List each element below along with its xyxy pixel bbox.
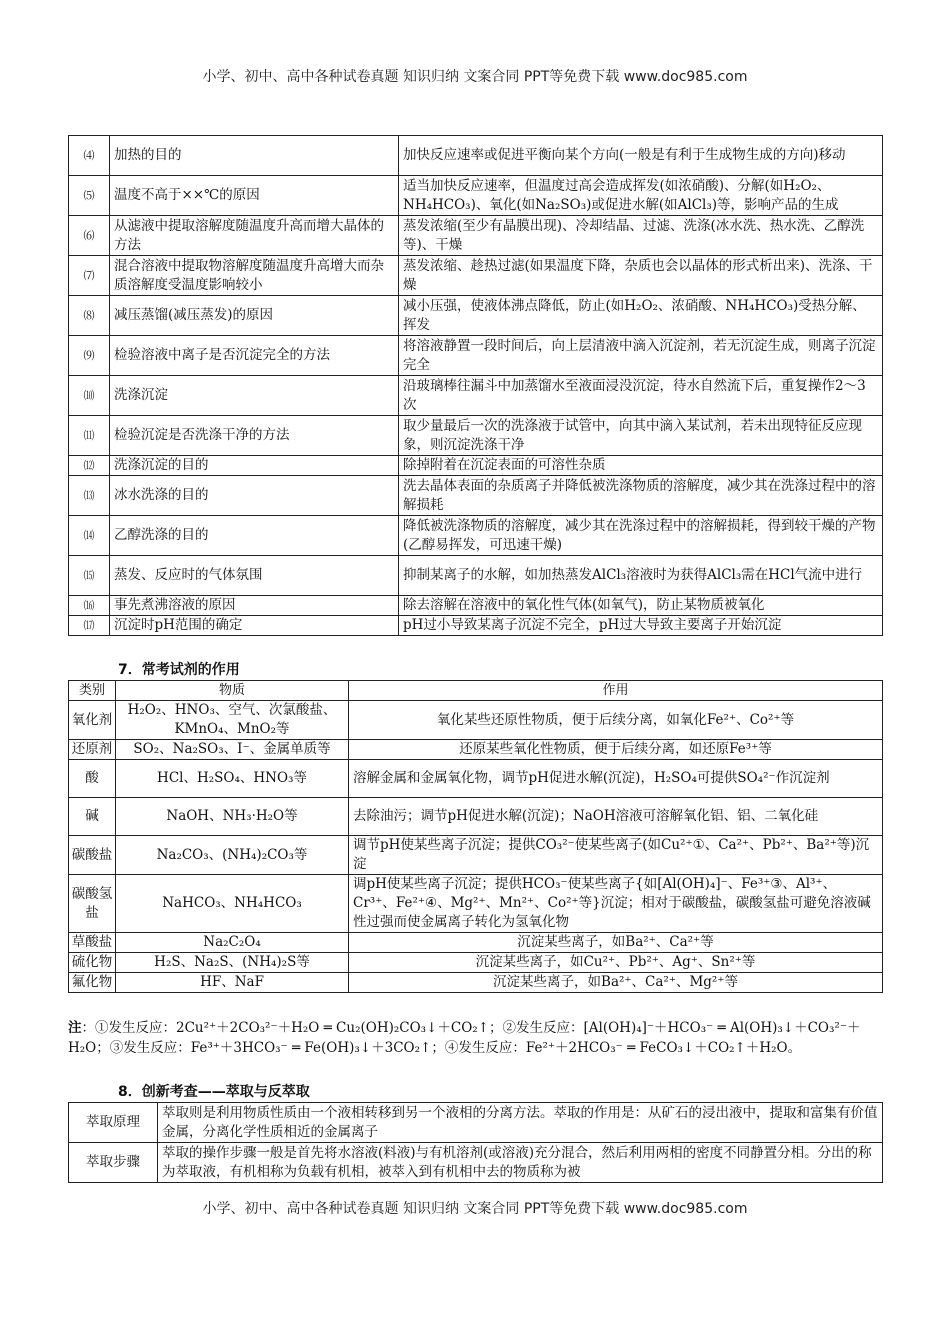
- row-question: 洗涤沉淀: [110, 376, 399, 416]
- table-row: [69, 953, 883, 973]
- reagent-function: 氧化某些还原性物质，便于后续分离，如氧化Fe²⁺、Co²⁺等: [349, 701, 883, 740]
- row-answer: 蒸发浓缩(至少有晶膜出现)、冷却结晶、过滤、洗涤(冰水洗、热水洗、乙醇洗等)、干燥: [399, 216, 883, 256]
- row-answer: 蒸发浓缩、趁热过滤(如果温度下降，杂质也会以晶体的形式析出来)、洗涤、干燥: [399, 256, 883, 296]
- reagent-function: 沉淀某些离子，如Ba²⁺、Ca²⁺等: [349, 933, 883, 953]
- reagent-table: [68, 680, 883, 993]
- reagent-substance: NaOH、NH₃·H₂O等: [116, 798, 349, 836]
- extraction-label: 萃取步骤: [69, 1143, 158, 1183]
- row-question: 蒸发、反应时的气体氛围: [110, 556, 399, 596]
- table-row: [69, 336, 883, 376]
- reagent-category: 还原剂: [69, 740, 116, 760]
- header-substance: 物质: [116, 681, 349, 701]
- reagent-category: 氟化物: [69, 973, 116, 993]
- reagent-substance: H₂S、Na₂S、(NH₄)₂S等: [116, 953, 349, 973]
- reagent-category: 碳酸氢盐: [69, 875, 116, 933]
- row-number: ⑺: [69, 256, 110, 296]
- row-answer: 抑制某离子的水解，如加热蒸发AlCl₃溶液时为获得AlCl₃需在HCl气流中进行: [399, 556, 883, 596]
- row-answer: 沿玻璃棒往漏斗中加蒸馏水至液面浸没沉淀，待水自然流下后，重复操作2～3次: [399, 376, 883, 416]
- row-question: 洗涤沉淀的目的: [110, 456, 399, 476]
- row-question: 事先煮沸溶液的原因: [110, 596, 399, 616]
- row-answer: 除去溶解在溶液中的氧化性气体(如氧气)，防止某物质被氧化: [399, 596, 883, 616]
- reagent-substance: H₂O₂、HNO₃、空气、次氯酸盐、KMnO₄、MnO₂等: [116, 701, 349, 740]
- table-row: [69, 416, 883, 456]
- row-question: 温度不高于××℃的原因: [110, 176, 399, 216]
- table-row: [69, 875, 883, 933]
- table-row: [69, 1103, 883, 1143]
- extraction-text: 萃取的操作步骤一般是首先将水溶液(料液)与有机溶剂(或溶液)充分混合，然后利用两相的密度不同静置分相。分出的称为萃取液，有机相称为负载有机相，被萃入到有机相中去的物质称为被: [158, 1143, 883, 1183]
- reagent-substance: HCl、H₂SO₄、HNO₃等: [116, 760, 349, 798]
- row-question: 乙醇洗涤的目的: [110, 516, 399, 556]
- row-number: ⑻: [69, 296, 110, 336]
- row-answer: 取少量最后一次的洗涤液于试管中，向其中滴入某试剂，若未出现特征反应现象，则沉淀洗涤干净: [399, 416, 883, 456]
- row-question: 混合溶液中提取物溶解度随温度升高增大而杂质溶解度受温度影响较小: [110, 256, 399, 296]
- reagent-substance: SO₂、Na₂SO₃、I⁻、金属单质等: [116, 740, 349, 760]
- row-number: ⑸: [69, 176, 110, 216]
- row-number: ⑹: [69, 216, 110, 256]
- row-number: ⒀: [69, 476, 110, 516]
- page-header: 小学、初中、高中各种试卷真题 知识归纳 文案合同 PPT等免费下载 www.doc985.com: [202, 69, 748, 85]
- reagent-category: 草酸盐: [69, 933, 116, 953]
- table-row: [69, 1143, 883, 1183]
- table-row: [69, 376, 883, 416]
- reagent-function: 沉淀某些离子，如Cu²⁺、Pb²⁺、Ag⁺、Sn²⁺等: [349, 953, 883, 973]
- reagent-function: 去除油污；调节pH促进水解(沉淀)；NaOH溶液可溶解氧化铝、铝、二氧化硅: [349, 798, 883, 836]
- row-question: 检验溶液中离子是否沉淀完全的方法: [110, 336, 399, 376]
- row-question: 检验沉淀是否洗涤干净的方法: [110, 416, 399, 456]
- table-row: [69, 616, 883, 636]
- table-row: [69, 216, 883, 256]
- row-answer: 降低被洗涤物质的溶解度，减少其在洗涤过程中的溶解损耗，得到较干燥的产物(乙醇易挥发，可迅速干燥): [399, 516, 883, 556]
- row-number: ⒂: [69, 556, 110, 596]
- table-row: [69, 516, 883, 556]
- reagent-substance: Na₂C₂O₄: [116, 933, 349, 953]
- row-number: ⑼: [69, 336, 110, 376]
- row-number: ⒃: [69, 596, 110, 616]
- reagent-category: 碱: [69, 798, 116, 836]
- table-row: [69, 136, 883, 176]
- table-row: [69, 476, 883, 516]
- row-question: 加热的目的: [110, 136, 399, 176]
- row-number: ⒁: [69, 516, 110, 556]
- row-answer: 洗去晶体表面的杂质离子并降低被洗涤物质的溶解度，减少其在洗涤过程中的溶解损耗: [399, 476, 883, 516]
- reagent-function: 调pH使某些离子沉淀；提供HCO₃⁻使某些离子{如[Al(OH)₄]⁻、Fe³⁺③、Al³⁺、Cr³⁺、Fe²⁺④、Mg²⁺、Mn²⁺、Co²⁺等}沉淀；相对于碳酸盐，碳酸氢盐可避免溶液碱性过强而使金属离子转化为氢氧化物: [349, 875, 883, 933]
- row-number: ⒄: [69, 616, 110, 636]
- process-table: [68, 135, 883, 636]
- reagent-category: 碳酸盐: [69, 836, 116, 875]
- table-row: [69, 176, 883, 216]
- reagent-function: 溶解金属和金属氧化物，调节pH促进水解(沉淀)，H₂SO₄可提供SO₄²⁻作沉淀剂: [349, 760, 883, 798]
- page-footer: 小学、初中、高中各种试卷真题 知识归纳 文案合同 PPT等免费下载 www.doc985.com: [202, 1201, 748, 1217]
- extraction-text: 萃取则是利用物质性质由一个液相转移到另一个液相的分离方法。萃取的作用是：从矿石的浸出液中，提取和富集有价值金属，分离化学性质相近的金属离子: [158, 1103, 883, 1143]
- row-number: ⑾: [69, 416, 110, 456]
- table-row: [69, 256, 883, 296]
- extraction-label: 萃取原理: [69, 1103, 158, 1143]
- reagent-function: 调节pH使某些离子沉淀；提供CO₃²⁻使某些离子(如Cu²⁺①、Ca²⁺、Pb²⁺、Ba²⁺等)沉淀: [349, 836, 883, 875]
- table-row: [69, 296, 883, 336]
- row-question: 冰水洗涤的目的: [110, 476, 399, 516]
- row-number: ⑿: [69, 456, 110, 476]
- footnote: [68, 1018, 883, 1058]
- row-answer: 减小压强，使液体沸点降低，防止(如H₂O₂、浓硝酸、NH₄HCO₃)受热分解、挥发: [399, 296, 883, 336]
- row-question: 沉淀时pH范围的确定: [110, 616, 399, 636]
- reagent-substance: Na₂CO₃、(NH₄)₂CO₃等: [116, 836, 349, 875]
- reagent-table-header: [69, 681, 883, 701]
- table-row: [69, 973, 883, 993]
- row-answer: 加快反应速率或促进平衡向某个方向(一般是有利于生成物生成的方向)移动: [399, 136, 883, 176]
- table-row: [69, 456, 883, 476]
- reagent-category: 酸: [69, 760, 116, 798]
- reagent-function: 沉淀某些离子，如Ba²⁺、Ca²⁺、Mg²⁺等: [349, 973, 883, 993]
- row-answer: 除掉附着在沉淀表面的可溶性杂质: [399, 456, 883, 476]
- table-row: [69, 701, 883, 740]
- table-row: [69, 740, 883, 760]
- table-row: [69, 798, 883, 836]
- table-row: [69, 836, 883, 875]
- row-number: ⑷: [69, 136, 110, 176]
- header-function: 作用: [349, 681, 883, 701]
- extraction-table: [68, 1102, 883, 1183]
- row-answer: pH过小导致某离子沉淀不完全，pH过大导致主要离子开始沉淀: [399, 616, 883, 636]
- footnote-text: ：①发生反应：2Cu²⁺＋2CO₃²⁻＋H₂O ═ Cu₂(OH)₂CO₃↓＋CO₂↑；②发生反应：[Al(OH)₄]⁻＋HCO₃⁻ ═ Al(OH)₃↓＋CO₃²⁻＋H₂O；③发生反应：Fe³⁺＋3HCO₃⁻ ═ Fe(OH)₃↓＋3CO₂↑；④发生反应：Fe²⁺＋2HCO₃⁻ ═ FeCO₃↓＋CO₂↑＋H₂O。: [68, 1020, 861, 1056]
- row-answer: 适当加快反应速率，但温度过高会造成挥发(如浓硝酸)、分解(如H₂O₂、NH₄HCO₃)、氧化(如Na₂SO₃)或促进水解(如AlCl₃)等，影响产品的生成: [399, 176, 883, 216]
- reagent-function: 还原某些氧化性物质，便于后续分离，如还原Fe³⁺等: [349, 740, 883, 760]
- table-row: [69, 556, 883, 596]
- row-number: ⑽: [69, 376, 110, 416]
- reagent-category: 硫化物: [69, 953, 116, 973]
- reagent-substance: HF、NaF: [116, 973, 349, 993]
- row-answer: 将溶液静置一段时间后，向上层清液中滴入沉淀剂，若无沉淀生成，则离子沉淀完全: [399, 336, 883, 376]
- section-8-title: 8．创新考查——萃取与反萃取: [118, 1084, 310, 1100]
- table-row: [69, 760, 883, 798]
- reagent-category: 氧化剂: [69, 701, 116, 740]
- table-row: [69, 596, 883, 616]
- header-category: 类别: [69, 681, 116, 701]
- row-question: 从滤液中提取溶解度随温度升高而增大晶体的方法: [110, 216, 399, 256]
- reagent-substance: NaHCO₃、NH₄HCO₃: [116, 875, 349, 933]
- row-question: 减压蒸馏(减压蒸发)的原因: [110, 296, 399, 336]
- footnote-label: 注: [68, 1020, 82, 1036]
- section-7-title: 7．常考试剂的作用: [118, 662, 240, 678]
- table-row: [69, 933, 883, 953]
